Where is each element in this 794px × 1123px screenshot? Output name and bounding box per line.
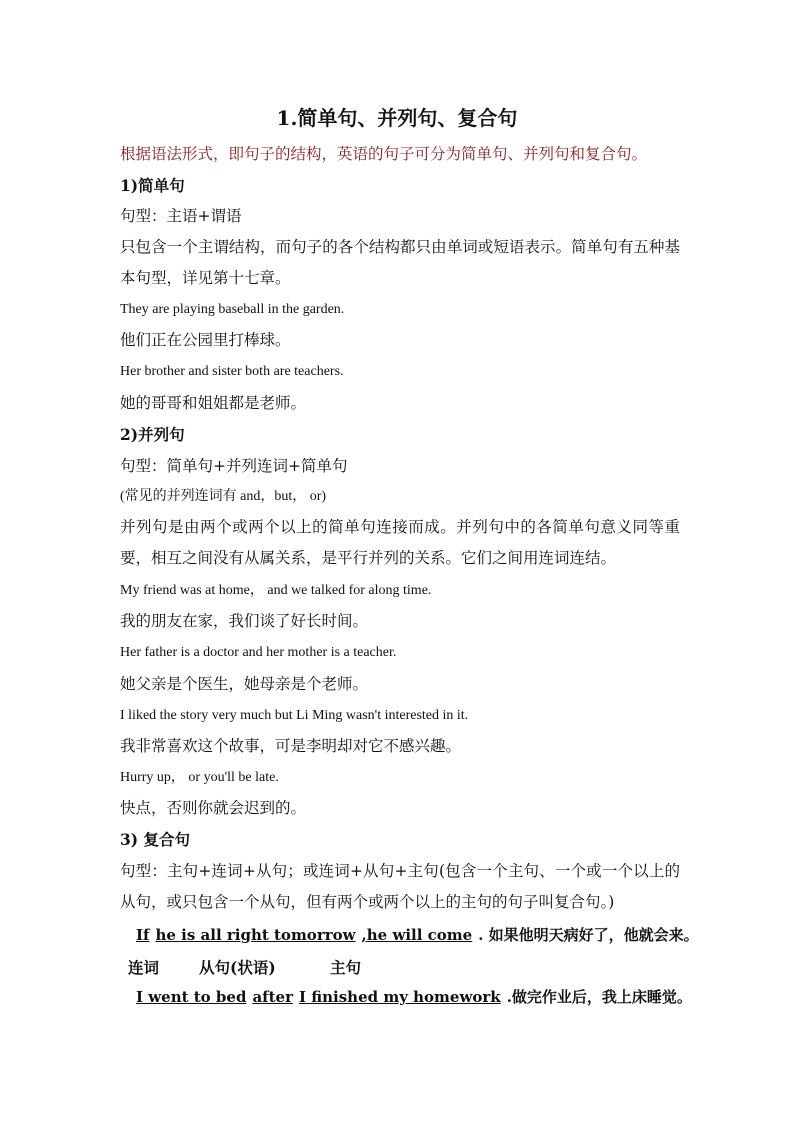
simple-example-en-1: They are playing baseball in the garden. bbox=[120, 302, 345, 317]
label-conjunction: 连词 bbox=[128, 958, 160, 977]
simple-example-zh-2: 她的哥哥和姐姐都是老师。 bbox=[120, 394, 307, 412]
example-1-translation: . 如果他明天病好了，他就会来。 bbox=[478, 926, 699, 944]
compound-example-zh-3: 我非常喜欢这个故事，可是李明却对它不感兴趣。 bbox=[120, 737, 462, 755]
conjunction-after: after bbox=[252, 988, 293, 1006]
compound-example-en-1: My friend was at home， and we talked for along time. bbox=[120, 583, 432, 598]
main-clause: ,he will come bbox=[361, 926, 473, 944]
compound-example-zh-1: 我的朋友在家，我们谈了好长时间。 bbox=[120, 612, 369, 630]
label-clause: 从句(状语) bbox=[199, 958, 276, 977]
simple-description: 只包含一个主谓结构，而句子的各个结构都只由单词或短语表示。简单句有五种基本句型，详见第十七章。 bbox=[120, 238, 680, 287]
clause-adverbial-2: I finished my homework bbox=[298, 988, 501, 1006]
simple-example-en-2: Her brother and sister both are teachers. bbox=[120, 364, 344, 379]
compound-example-zh-4: 快点，否则你就会迟到的。 bbox=[120, 799, 307, 817]
intro-text: 根据语法形式，即句子的结构，英语的句子可分为简单句、并列句和复合句。 bbox=[120, 145, 648, 163]
simple-pattern: 句型：主语+谓语 bbox=[120, 207, 242, 225]
simple-example-zh-1: 他们正在公园里打棒球。 bbox=[120, 331, 291, 349]
compound-example-en-3: I liked the story very much but Li Ming wasn't interested in it. bbox=[120, 708, 469, 723]
complex-heading: 3) 复合句 bbox=[120, 830, 191, 849]
label-main-clause: 主句 bbox=[330, 958, 362, 977]
compound-example-en-4: Hurry up， or you'll be late. bbox=[120, 770, 279, 785]
complex-description: 句型：主句+连词+从句；或连词+从句+主句(包含一个主句、一个或一个以上的从句，或只包含一个从句，但有两个或两个以上的主句的句子叫复合句。) bbox=[120, 862, 680, 911]
clause-adverbial: he is all right tomorrow bbox=[155, 926, 356, 944]
compound-description: 并列句是由两个或两个以上的简单句连接而成。并列句中的各简单句意义同等重要，相互之间没有从属关系，是平行并列的关系。它们之间用连词连结。 bbox=[120, 518, 680, 567]
example-2-translation: .做完作业后，我上床睡觉。 bbox=[506, 988, 692, 1006]
compound-pattern: 句型：简单句+并列连词+简单句 bbox=[120, 457, 348, 475]
compound-heading: 2)并列句 bbox=[120, 425, 185, 444]
page-title: 1.简单句、并列句、复合句 bbox=[276, 106, 518, 130]
compound-example-en-2: Her father is a doctor and her mother is a teacher. bbox=[120, 645, 397, 660]
compound-note: (常见的并列连词有 and，but， or) bbox=[120, 489, 327, 504]
compound-example-zh-2: 她父亲是个医生，她母亲是个老师。 bbox=[120, 675, 369, 693]
complex-example-1 bbox=[136, 924, 699, 946]
conjunction-if: If bbox=[136, 926, 150, 944]
simple-heading: 1)简单句 bbox=[120, 176, 185, 195]
main-clause-2: I went to bed bbox=[136, 988, 247, 1006]
complex-example-2 bbox=[136, 986, 692, 1008]
